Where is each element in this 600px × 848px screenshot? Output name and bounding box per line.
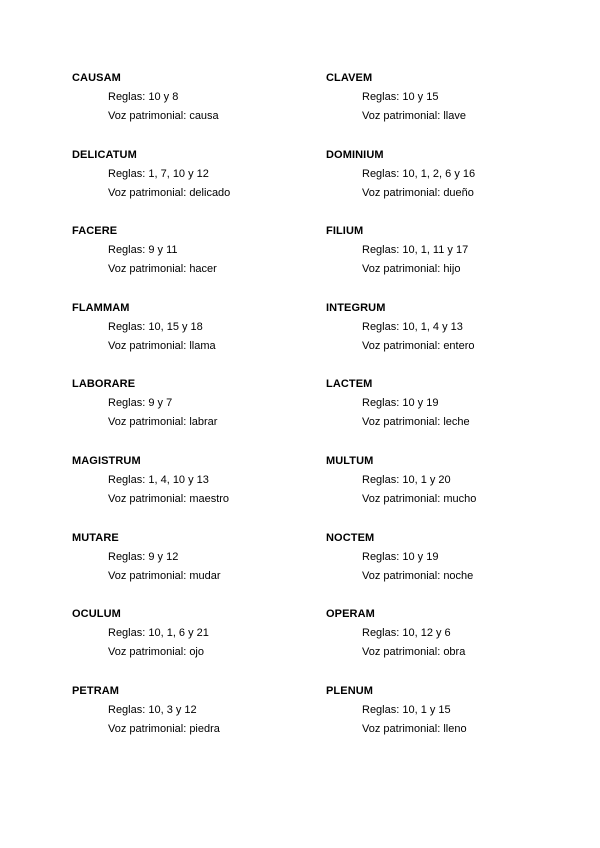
- entry-plenum: [326, 682, 556, 759]
- latin-word: OCULUM: [72, 608, 121, 621]
- patrimonial-line: Voz patrimonial: noche: [362, 569, 474, 582]
- latin-word: PLENUM: [326, 684, 374, 697]
- patrimonial-line: Voz patrimonial: hijo: [362, 263, 461, 276]
- rules-line: Reglas: 1, 7, 10 y 12: [108, 167, 209, 180]
- latin-word: MUTARE: [72, 531, 119, 544]
- patrimonial-line: Voz patrimonial: leche: [362, 416, 470, 429]
- patrimonial-line: Voz patrimonial: piedra: [108, 722, 220, 735]
- patrimonial-line: Voz patrimonial: entero: [362, 339, 475, 352]
- latin-word: FILIUM: [326, 225, 364, 238]
- patrimonial-line: Voz patrimonial: labrar: [108, 416, 218, 429]
- rules-line: Reglas: 10, 1 y 15: [362, 703, 451, 716]
- rules-line: Reglas: 10, 1, 4 y 13: [362, 320, 463, 333]
- entry-lactem: [326, 375, 556, 452]
- patrimonial-line: Voz patrimonial: mudar: [108, 569, 221, 582]
- rules-line: Reglas: 10, 3 y 12: [108, 703, 197, 716]
- rules-line: Reglas: 10, 1, 11 y 17: [362, 244, 469, 257]
- entry-magistrum: [72, 452, 302, 529]
- latin-word: MULTUM: [326, 454, 374, 467]
- entry-delicatum: [72, 146, 302, 223]
- rules-line: Reglas: 10 y 19: [362, 397, 439, 410]
- patrimonial-line: Voz patrimonial: llama: [108, 339, 216, 352]
- rules-line: Reglas: 1, 4, 10 y 13: [108, 473, 209, 486]
- right-column: [326, 69, 556, 758]
- latin-word: FLAMMAM: [72, 301, 130, 314]
- latin-word: MAGISTRUM: [72, 454, 141, 467]
- rules-line: Reglas: 10, 1, 2, 6 y 16: [362, 167, 476, 180]
- rules-line: Reglas: 10 y 8: [108, 91, 179, 103]
- rules-line: Reglas: 9 y 12: [108, 550, 179, 563]
- latin-word: PETRAM: [72, 684, 120, 697]
- patrimonial-line: Voz patrimonial: ojo: [108, 646, 204, 659]
- latin-word: DELICATUM: [72, 148, 137, 161]
- entry-laborare: [72, 375, 302, 452]
- patrimonial-line: Voz patrimonial: obra: [362, 646, 466, 659]
- entry-facere: [72, 222, 302, 299]
- rules-line: Reglas: 9 y 7: [108, 397, 173, 410]
- rules-line: Reglas: 10 y 19: [362, 550, 439, 563]
- entry-flammam: [72, 299, 302, 376]
- rules-line: Reglas: 10, 12 y 6: [362, 627, 451, 640]
- latin-word: NOCTEM: [326, 531, 375, 544]
- patrimonial-line: Voz patrimonial: lleno: [362, 722, 467, 735]
- entry-petram: [72, 682, 302, 759]
- entry-causam: [72, 69, 302, 146]
- entry-multum: [326, 452, 556, 529]
- latin-word: CLAVEM: [326, 72, 373, 84]
- latin-word: OPERAM: [326, 608, 375, 621]
- latin-word: LABORARE: [72, 378, 136, 391]
- latin-word: DOMINIUM: [326, 148, 384, 161]
- entry-noctem: [326, 529, 556, 606]
- rules-line: Reglas: 9 y 11: [108, 244, 178, 257]
- patrimonial-line: Voz patrimonial: delicado: [108, 186, 231, 199]
- entry-oculum: [72, 605, 302, 682]
- entry-mutare: [72, 529, 302, 606]
- entry-operam: [326, 605, 556, 682]
- patrimonial-line: Voz patrimonial: llave: [362, 110, 466, 122]
- patrimonial-line: Voz patrimonial: hacer: [108, 263, 217, 276]
- entry-clavem: [326, 69, 556, 146]
- rules-line: Reglas: 10, 1, 6 y 21: [108, 627, 209, 640]
- entry-dominium: [326, 146, 556, 223]
- rules-line: Reglas: 10, 15 y 18: [108, 320, 203, 333]
- latin-word: LACTEM: [326, 378, 373, 391]
- entry-filium: [326, 222, 556, 299]
- latin-word: INTEGRUM: [326, 301, 386, 314]
- latin-word: CAUSAM: [72, 72, 121, 84]
- rules-line: Reglas: 10, 1 y 20: [362, 473, 451, 486]
- patrimonial-line: Voz patrimonial: mucho: [362, 492, 477, 505]
- patrimonial-line: Voz patrimonial: maestro: [108, 492, 230, 505]
- rules-line: Reglas: 10 y 15: [362, 91, 439, 103]
- patrimonial-line: Voz patrimonial: causa: [108, 110, 219, 122]
- entry-integrum: [326, 299, 556, 376]
- patrimonial-line: Voz patrimonial: dueño: [362, 186, 474, 199]
- left-column: [72, 69, 302, 758]
- latin-word: FACERE: [72, 225, 118, 238]
